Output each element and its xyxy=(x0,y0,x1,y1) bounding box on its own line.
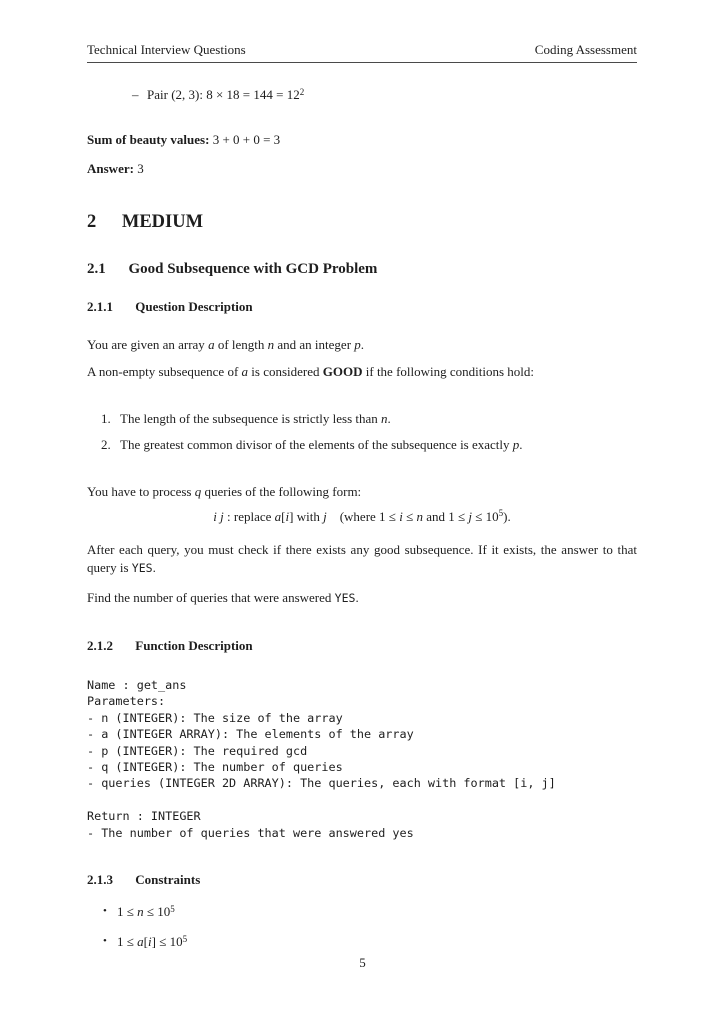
condition-2-text: The greatest common divisor of the elements of the subsequence is exactly p. xyxy=(120,437,523,452)
section-title: MEDIUM xyxy=(121,211,204,232)
heading-function-description xyxy=(87,638,637,655)
conditions-list xyxy=(87,410,637,454)
enum-marker-2: 2. xyxy=(101,437,111,452)
constraints-list xyxy=(87,903,637,953)
enum-marker-1: 1. xyxy=(101,411,111,426)
paragraph-find-number: Find the number of queries that were answered YES. xyxy=(87,589,359,605)
paragraph-good-definition: A non-empty subsequence of a is considered GOOD if the following conditions hold: xyxy=(87,364,535,379)
paragraph-process-queries: You have to process q queries of the following form: xyxy=(87,484,362,499)
subsubsection-number: 2.1.1 xyxy=(87,299,113,314)
section-heading-medium xyxy=(87,211,637,233)
subsubsection-number: 2.1.2 xyxy=(87,638,113,653)
page-content xyxy=(87,86,637,953)
subsection-heading-gcd-problem xyxy=(87,260,637,279)
running-header xyxy=(87,0,637,63)
subsection-number: 2.1 xyxy=(87,260,106,277)
code-line: Return : INTEGER xyxy=(87,809,201,824)
subsubsection-number: 2.1.3 xyxy=(87,872,113,888)
sum-of-beauty-line: Sum of beauty values: 3 + 0 + 0 = 3 xyxy=(87,131,281,147)
subsubsection-title: Function Description xyxy=(135,638,253,653)
subsubsection-title: Constraints xyxy=(135,872,201,888)
page-footer xyxy=(0,955,725,971)
code-line: - q (INTEGER): The number of queries xyxy=(87,760,343,775)
function-signature-code-block xyxy=(87,677,637,841)
subsection-title: Good Subsequence with GCD Problem xyxy=(128,260,378,277)
query-format-equation: i j : replace a[i] with j (where 1 ≤ i ≤ n and $1 \le j \le 10^5$). xyxy=(213,508,511,524)
paragraph-after-each-query: After each query, you must check if there exists any good subsequence. If it exists, the answer to that query is YES. xyxy=(87,542,637,575)
bullet-icon: • xyxy=(103,905,107,918)
list-item-condition-1 xyxy=(87,410,637,428)
code-line: - The number of queries that were answered yes xyxy=(87,825,414,840)
constraint-2-text: $1 \le a[i] \le 10^5$ xyxy=(117,933,188,950)
paragraph-array-given: You are given an array a of length n and an integer p. xyxy=(87,336,365,352)
constraint-1-text: $1 \le n \le 10^5$ xyxy=(117,903,175,920)
list-item-constraint-2 xyxy=(87,933,637,953)
header-right-title: Coding Assessment xyxy=(534,42,637,57)
code-line: - p (INTEGER): The required gcd xyxy=(87,743,308,758)
pair-item-text: Pair (2, 3): $8 \times 18 = 144 = 12^2$ xyxy=(147,86,305,102)
list-item-constraint-1 xyxy=(87,903,637,923)
code-line: Name : get_ans xyxy=(87,678,187,692)
bullet-icon: • xyxy=(103,935,107,948)
list-item-pair xyxy=(87,86,637,106)
heading-question-description xyxy=(87,299,637,316)
code-line: Parameters: xyxy=(87,694,166,709)
list-item-condition-2 xyxy=(87,436,637,454)
heading-constraints xyxy=(87,872,637,889)
subsubsection-title: Question Description xyxy=(135,299,253,314)
page-number: 5 xyxy=(359,955,366,970)
code-line: - n (INTEGER): The size of the array xyxy=(87,710,343,725)
code-line xyxy=(87,792,637,808)
code-line: - queries (INTEGER 2D ARRAY): The queries, each with format [i, j] xyxy=(87,776,556,791)
condition-1-text: The length of the subsequence is strictly less than n. xyxy=(120,411,391,426)
answer-line: Answer: 3 xyxy=(87,161,144,176)
dash-marker: – xyxy=(132,87,139,102)
section-number: 2 xyxy=(87,211,97,232)
header-left-title: Technical Interview Questions xyxy=(87,42,246,57)
code-line: - a (INTEGER ARRAY): The elements of the array xyxy=(87,727,414,742)
